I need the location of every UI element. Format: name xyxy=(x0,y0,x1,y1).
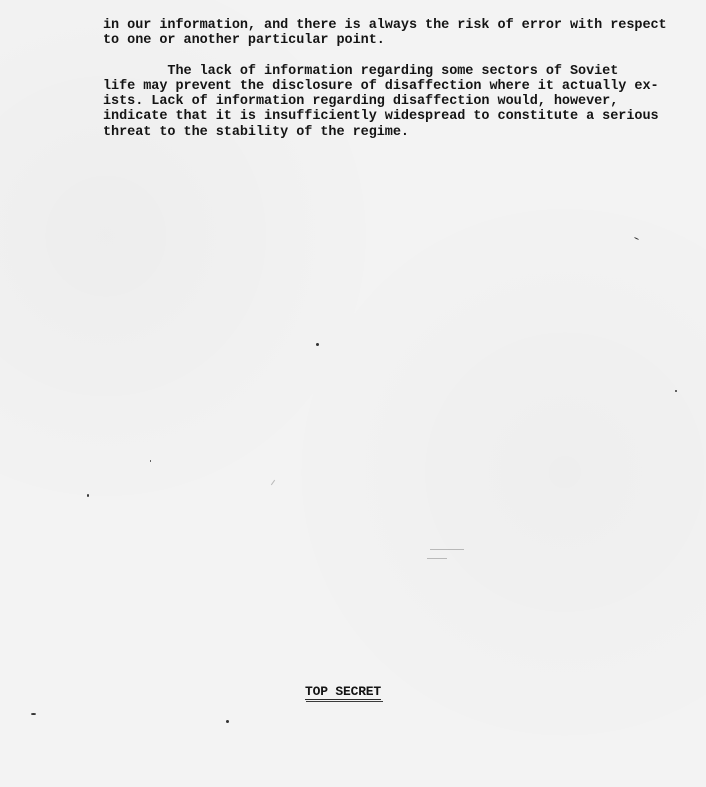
scan-speck xyxy=(87,494,89,497)
text-line: to one or another particular point. xyxy=(103,33,385,49)
classification-marking: TOP SECRET xyxy=(305,684,382,699)
scan-streak xyxy=(430,549,464,550)
scan-streak xyxy=(271,480,275,485)
text-line: life may prevent the disclosure of disaffection where it actually ex- xyxy=(103,78,659,94)
paragraph-continued xyxy=(103,18,667,49)
scan-speck xyxy=(226,720,229,723)
classification-underline xyxy=(306,701,383,702)
text-line: ists. Lack of information regarding disaffection would, however, xyxy=(103,94,619,110)
text-line: The lack of information regarding some sectors of Soviet xyxy=(103,63,619,79)
text-line: threat to the stability of the regime. xyxy=(103,124,409,140)
text-line: indicate that it is insufficiently widespread to constitute a serious xyxy=(103,109,659,125)
document-body xyxy=(103,18,667,140)
paragraph-lack-of-information xyxy=(103,63,659,140)
scan-speck xyxy=(675,390,677,392)
scan-speck xyxy=(316,343,319,346)
scan-speck xyxy=(634,237,639,240)
text-line: in our information, and there is always the risk of error with respect xyxy=(103,18,667,33)
paragraph-spacer xyxy=(103,49,643,64)
scan-speck xyxy=(150,460,151,462)
scan-streak xyxy=(427,558,447,559)
scan-speck xyxy=(31,713,36,715)
